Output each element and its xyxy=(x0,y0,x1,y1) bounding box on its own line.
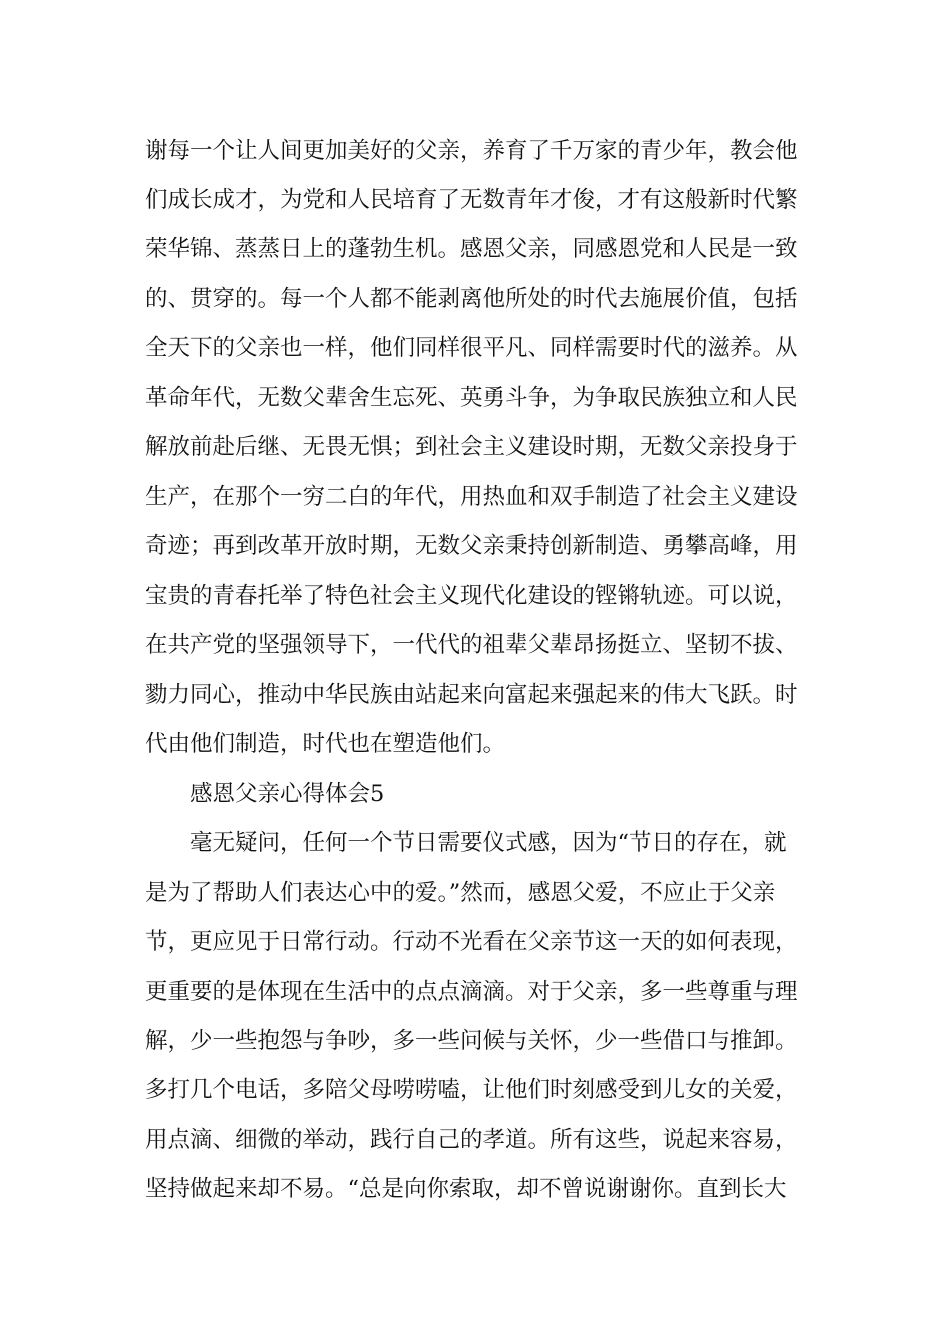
paragraph-line: 是为了帮助人们表达心中的爱。”然而，感恩父爱，不应止于父亲 xyxy=(145,880,776,906)
paragraph-line: 节，更应见于日常行动。行动不光看在父亲节这一天的如何表现， xyxy=(145,929,798,955)
paragraph-line: 全天下的父亲也一样，他们同样很平凡、同样需要时代的滋养。从 xyxy=(145,335,798,361)
paragraph-line: 们成长成才，为党和人民培育了无数青年才俊，才有这般新时代繁 xyxy=(145,187,798,213)
paragraph-line: 荣华锦、蒸蒸日上的蓬勃生机。感恩父亲，同感恩党和人民是一致 xyxy=(145,236,798,262)
paragraph-line: 多打几个电话，多陪父母唠唠嗑，让他们时刻感受到儿女的关爱， xyxy=(145,1077,798,1103)
paragraph-line: 解放前赴后继、无畏无惧；到社会主义建设时期，无数父亲投身于 xyxy=(145,434,798,460)
paragraph-line: 代由他们制造，时代也在塑造他们。 xyxy=(145,731,506,757)
paragraph-line: 生产，在那个一穷二白的年代，用热血和双手制造了社会主义建设 xyxy=(145,484,798,510)
paragraph-line: 在共产党的坚强领导下，一代代的祖辈父辈昂扬挺立、坚韧不拔、 xyxy=(145,632,798,658)
paragraph-line: 的、贯穿的。每一个人都不能剥离他所处的时代去施展价值，包括 xyxy=(145,286,798,312)
paragraph-line: 宝贵的青春托举了特色社会主义现代化建设的铿锵轨迹。可以说， xyxy=(145,583,798,609)
paragraph-line: 更重要的是体现在生活中的点点滴滴。对于父亲，多一些尊重与理 xyxy=(145,979,798,1005)
paragraph-line: 用点滴、细微的举动，践行自己的孝道。所有这些，说起来容易， xyxy=(145,1127,798,1153)
paragraph-line: 革命年代，无数父辈舍生忘死、英勇斗争，为争取民族独立和人民 xyxy=(145,385,798,411)
section-heading: 感恩父亲心得体会5 xyxy=(190,781,385,807)
paragraph-line: 奇迹；再到改革开放时期，无数父亲秉持创新制造、勇攀高峰，用 xyxy=(145,533,798,559)
paragraph-line: 谢每一个让人间更加美好的父亲，养育了千万家的青少年，教会他 xyxy=(145,138,798,164)
paragraph-line: 毫无疑问，任何一个节日需要仪式感，因为“节日的存在，就 xyxy=(190,830,787,856)
paragraph-line: 解，少一些抱怨与争吵，多一些问候与关怀，少一些借口与推卸。 xyxy=(145,1028,798,1054)
paragraph-line: 勠力同心，推动中华民族由站起来向富起来强起来的伟大飞跃。时 xyxy=(145,682,798,708)
paragraph-line: 坚持做起来却不易。“总是向你索取，却不曾说谢谢你。直到长大 xyxy=(145,1176,787,1202)
